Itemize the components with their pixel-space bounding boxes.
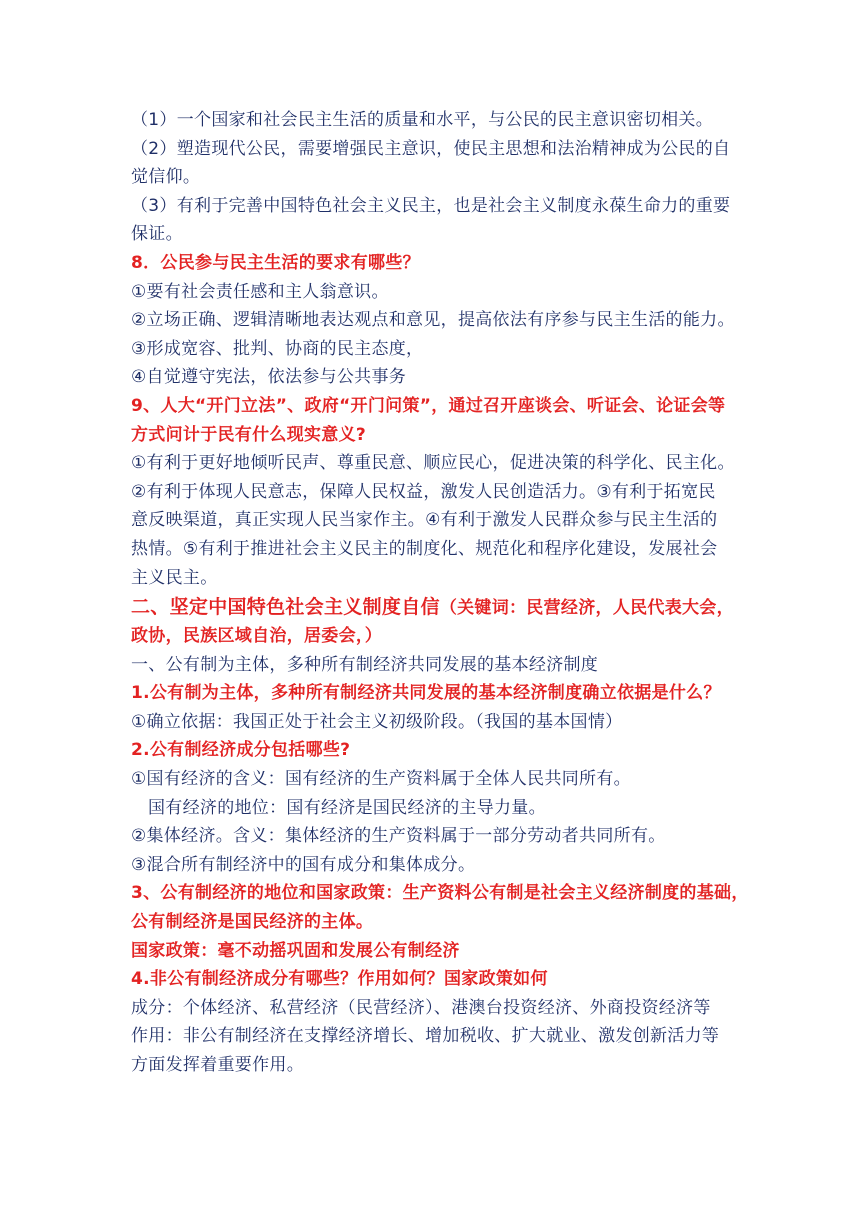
text-line: 方面发挥着重要作用。 xyxy=(131,1055,304,1075)
question-line: 政协，民族区域自治，居委会，） xyxy=(131,626,382,647)
text-line: （3）有利于完善中国特色社会主义民主，也是社会主义制度永葆生命力的重要 xyxy=(131,195,731,216)
text-line: 国有经济的地位：国有经济是国民经济的主导力量。 xyxy=(148,797,546,818)
text-line: ②有利于体现人民意志，保障人民权益，激发人民创造活力。③有利于拓宽民 xyxy=(131,481,716,502)
question-line: 3、公有制经济的地位和国家政策：生产资料公有制是社会主义经济制度的基础， xyxy=(131,883,749,904)
question-line: 公有制经济是国民经济的主体。 xyxy=(131,912,374,933)
text-line: （1）一个国家和社会民主生活的质量和水平，与公民的民主意识密切相关。 xyxy=(131,110,714,130)
question-line: 国家政策：毫不动摇巩固和发展公有制经济 xyxy=(131,940,460,961)
question-line: 4.非公有制经济成分有哪些？作用如何？国家政策如何 xyxy=(131,969,548,990)
text-line: 觉信仰。 xyxy=(131,167,201,188)
text-line: ①有利于更好地倾听民声、尊重民意、顺应民心，促进决策的科学化、民主化。 xyxy=(131,453,735,474)
question-line: 1.公有制为主体，多种所有制经济共同发展的基本经济制度确立依据是什么？ xyxy=(131,683,721,704)
text-line: ④自觉遵守宪法，依法参与公共事务 xyxy=(131,367,407,388)
section-heading-keywords: （关键词：民营经济，人民代表大会， xyxy=(439,598,734,619)
text-line: ③混合所有制经济中的国有成分和集体成分。 xyxy=(131,854,476,875)
question-line: 8．公民参与民主生活的要求有哪些？ xyxy=(131,252,420,273)
section-heading-title: 二、坚定中国特色社会主义制度自信 xyxy=(131,596,440,619)
text-line: 成分：个体经济、私营经济（民营经济）、港澳台投资经济、外商投资经济等 xyxy=(131,997,711,1018)
text-line: ①确立依据：我国正处于社会主义初级阶段。（我国的基本国情） xyxy=(131,711,623,732)
text-line: ①要有社会责任感和主人翁意识。 xyxy=(131,281,389,302)
question-line: 9、人大“开门立法”、政府“开门问策”，通过召开座谈会、听证会、论证会等 xyxy=(131,395,726,416)
text-line: 一、公有制为主体，多种所有制经济共同发展的基本经济制度 xyxy=(131,654,599,675)
text-line: （2）塑造现代公民，需要增强民主意识，使民主思想和法治精神成为公民的自 xyxy=(131,138,731,159)
section-heading xyxy=(131,592,743,622)
text-line: 作用：非公有制经济在支撑经济增长、增加税收、扩大就业、激发创新活力等 xyxy=(131,1026,720,1047)
text-line: ②立场正确、逻辑清晰地表达观点和意见，提高依法有序参与民主生活的能力。 xyxy=(131,310,735,331)
text-line: ②集体经济。含义：集体经济的生产资料属于一部分劳动者共同所有。 xyxy=(131,826,666,847)
text-line: ①国有经济的含义：国有经济的生产资料属于全体人民共同所有。 xyxy=(131,769,631,790)
text-line: 意反映渠道，真正实现人民当家作主。④有利于激发人民群众参与民主生活的 xyxy=(131,510,718,531)
question-line: 方式问计于民有什么现实意义? xyxy=(131,424,367,445)
text-line: 主义民主。 xyxy=(131,567,218,588)
text-line: 热情。⑤有利于推进社会主义民主的制度化、规范化和程序化建设，发展社会 xyxy=(131,538,718,559)
question-line: 2.公有制经济成分包括哪些? xyxy=(131,740,351,761)
text-line: 保证。 xyxy=(131,224,183,245)
document-body xyxy=(131,106,749,1080)
text-line: ③形成宽容、批判、协商的民主态度， xyxy=(131,338,424,359)
